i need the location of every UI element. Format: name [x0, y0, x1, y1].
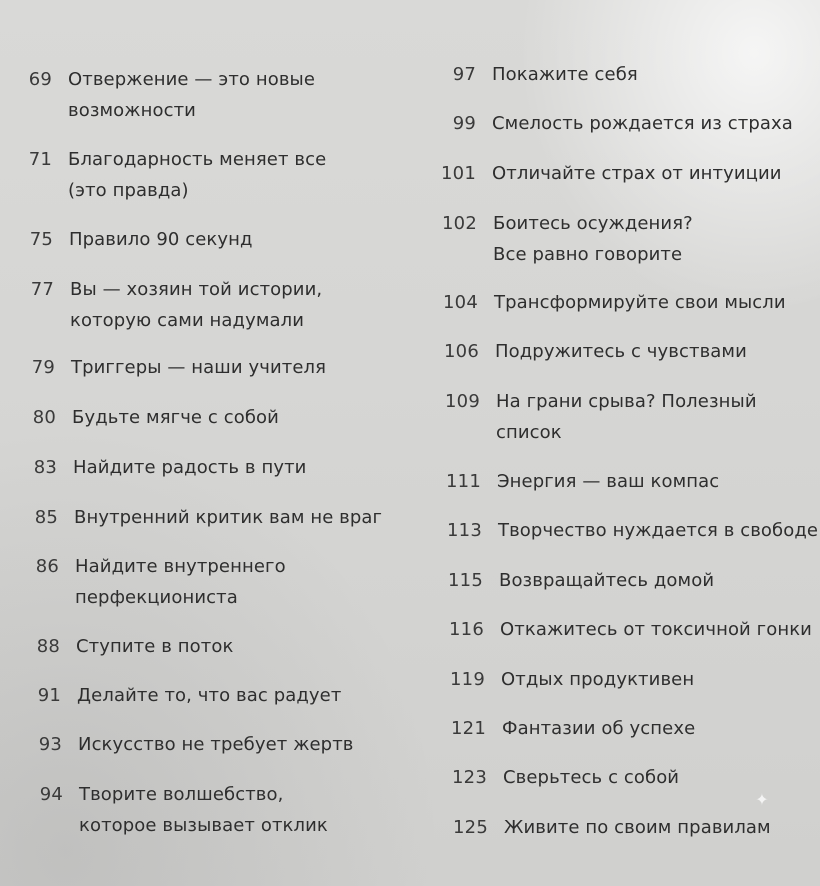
- toc-entry: [424, 386, 757, 448]
- toc-entry: [428, 614, 812, 645]
- toc-entry: [2, 274, 322, 336]
- toc-entry: [9, 680, 341, 711]
- toc-entry-title: Трансформируйте свои мысли: [494, 292, 786, 313]
- toc-page-number: 115: [448, 570, 483, 591]
- toc-page-number: 99: [452, 113, 476, 134]
- toc-entry-title: Найдите радость в пути: [73, 457, 307, 478]
- toc-page-number: 79: [31, 357, 55, 378]
- toc-entry: [422, 287, 786, 318]
- toc-page-number: 121: [451, 718, 486, 739]
- toc-page-number: 125: [453, 817, 488, 838]
- toc-page-number: 101: [441, 163, 476, 184]
- toc-entry-title: Смелость рождается из страха: [492, 113, 793, 134]
- toc-entry-title: Отличайте страх от интуиции: [492, 163, 782, 184]
- toc-entry: [6, 502, 382, 533]
- toc-entry-title: Энергия — ваш компас: [497, 471, 720, 492]
- toc-page-number: 71: [28, 149, 52, 170]
- toc-entry: [0, 64, 315, 126]
- toc-entry-title: Будьте мягче с собой: [72, 407, 279, 428]
- toc-entry-title: На грани срыва? Полезный список: [496, 391, 757, 443]
- toc-entry: [423, 336, 747, 367]
- toc-entry-title: Фантазии об успехе: [502, 718, 696, 739]
- toc-entry-title: Живите по своим правилам: [504, 817, 771, 838]
- toc-entry: [11, 779, 328, 841]
- toc-entry: [420, 108, 793, 139]
- toc-page-number: 83: [33, 457, 57, 478]
- toc-entry-title: Найдите внутреннего перфекциониста: [75, 556, 286, 608]
- toc-entry: [3, 352, 326, 383]
- toc-page-number: 94: [39, 784, 63, 805]
- toc-entry: [420, 59, 638, 90]
- toc-entry-title: Ступите в поток: [76, 636, 234, 657]
- toc-page-number: 104: [443, 292, 478, 313]
- toc-entry: [425, 466, 719, 497]
- toc-entry: [421, 208, 693, 270]
- toc-page-number: 123: [452, 767, 487, 788]
- toc-page-number: 77: [30, 279, 54, 300]
- toc-entry-title: Сверьтесь с собой: [503, 767, 680, 788]
- toc-entry-title: Вы — хозяин той истории, которую сами надумали: [70, 279, 323, 331]
- toc-entry-title: Делайте то, что вас радует: [77, 685, 342, 706]
- sparkle-mark-icon: ✦: [755, 790, 769, 809]
- toc-entry: [432, 812, 771, 843]
- toc-entry: [427, 565, 714, 596]
- toc-page-number: 69: [28, 69, 52, 90]
- toc-page-number: 111: [446, 471, 481, 492]
- toc-entry-title: Правило 90 секунд: [69, 229, 253, 250]
- toc-page-number: 102: [442, 213, 477, 234]
- toc-page-number: 109: [445, 391, 480, 412]
- toc-entry-title: Откажитесь от токсичной гонки: [500, 619, 812, 640]
- toc-entry-title: Триггеры — наши учителя: [71, 357, 327, 378]
- toc-entry: [4, 402, 279, 433]
- toc-page-number: 93: [38, 734, 62, 755]
- toc-entry: [429, 664, 694, 695]
- toc-page-number: 86: [35, 556, 59, 577]
- toc-page-number: 91: [37, 685, 61, 706]
- toc-entry: [420, 158, 782, 189]
- toc-page-number: 85: [34, 507, 58, 528]
- toc-entry-title: Творчество нуждается в свободе: [498, 520, 819, 541]
- toc-entry-title: Боитесь осуждения? Все равно говорите: [493, 213, 693, 265]
- toc-entry-title: Искусство не требует жертв: [78, 734, 354, 755]
- toc-entry-title: Отдых продуктивен: [501, 669, 695, 690]
- toc-page-number: 80: [32, 407, 56, 428]
- toc-entry: [5, 452, 306, 483]
- toc-entry: [426, 515, 818, 546]
- toc-entry: [1, 224, 253, 255]
- toc-entry-title: Творите волшебство, которое вызывает отклик: [79, 784, 328, 836]
- toc-entry: [0, 144, 326, 206]
- toc-entry-title: Возвращайтесь домой: [499, 570, 715, 591]
- toc-entry: [8, 631, 233, 662]
- toc-entry: [7, 551, 286, 613]
- toc-entry-title: Покажите себя: [492, 64, 638, 85]
- toc-page-number: 97: [452, 64, 476, 85]
- toc-page-number: 88: [36, 636, 60, 657]
- toc-entry-title: Отвержение — это новые возможности: [68, 69, 316, 121]
- toc-page-number: 119: [450, 669, 485, 690]
- toc-entry-title: Благодарность меняет все (это правда): [68, 149, 327, 201]
- toc-page-number: 116: [449, 619, 484, 640]
- toc-page-number: 75: [29, 229, 53, 250]
- toc-entry-title: Подружитесь с чувствами: [495, 341, 747, 362]
- toc-entry: [10, 729, 354, 760]
- toc-entry-title: Внутренний критик вам не враг: [74, 507, 383, 528]
- toc-entry: [431, 762, 679, 793]
- toc-entry: [430, 713, 695, 744]
- toc-page-number: 113: [447, 520, 482, 541]
- toc-page-number: 106: [444, 341, 479, 362]
